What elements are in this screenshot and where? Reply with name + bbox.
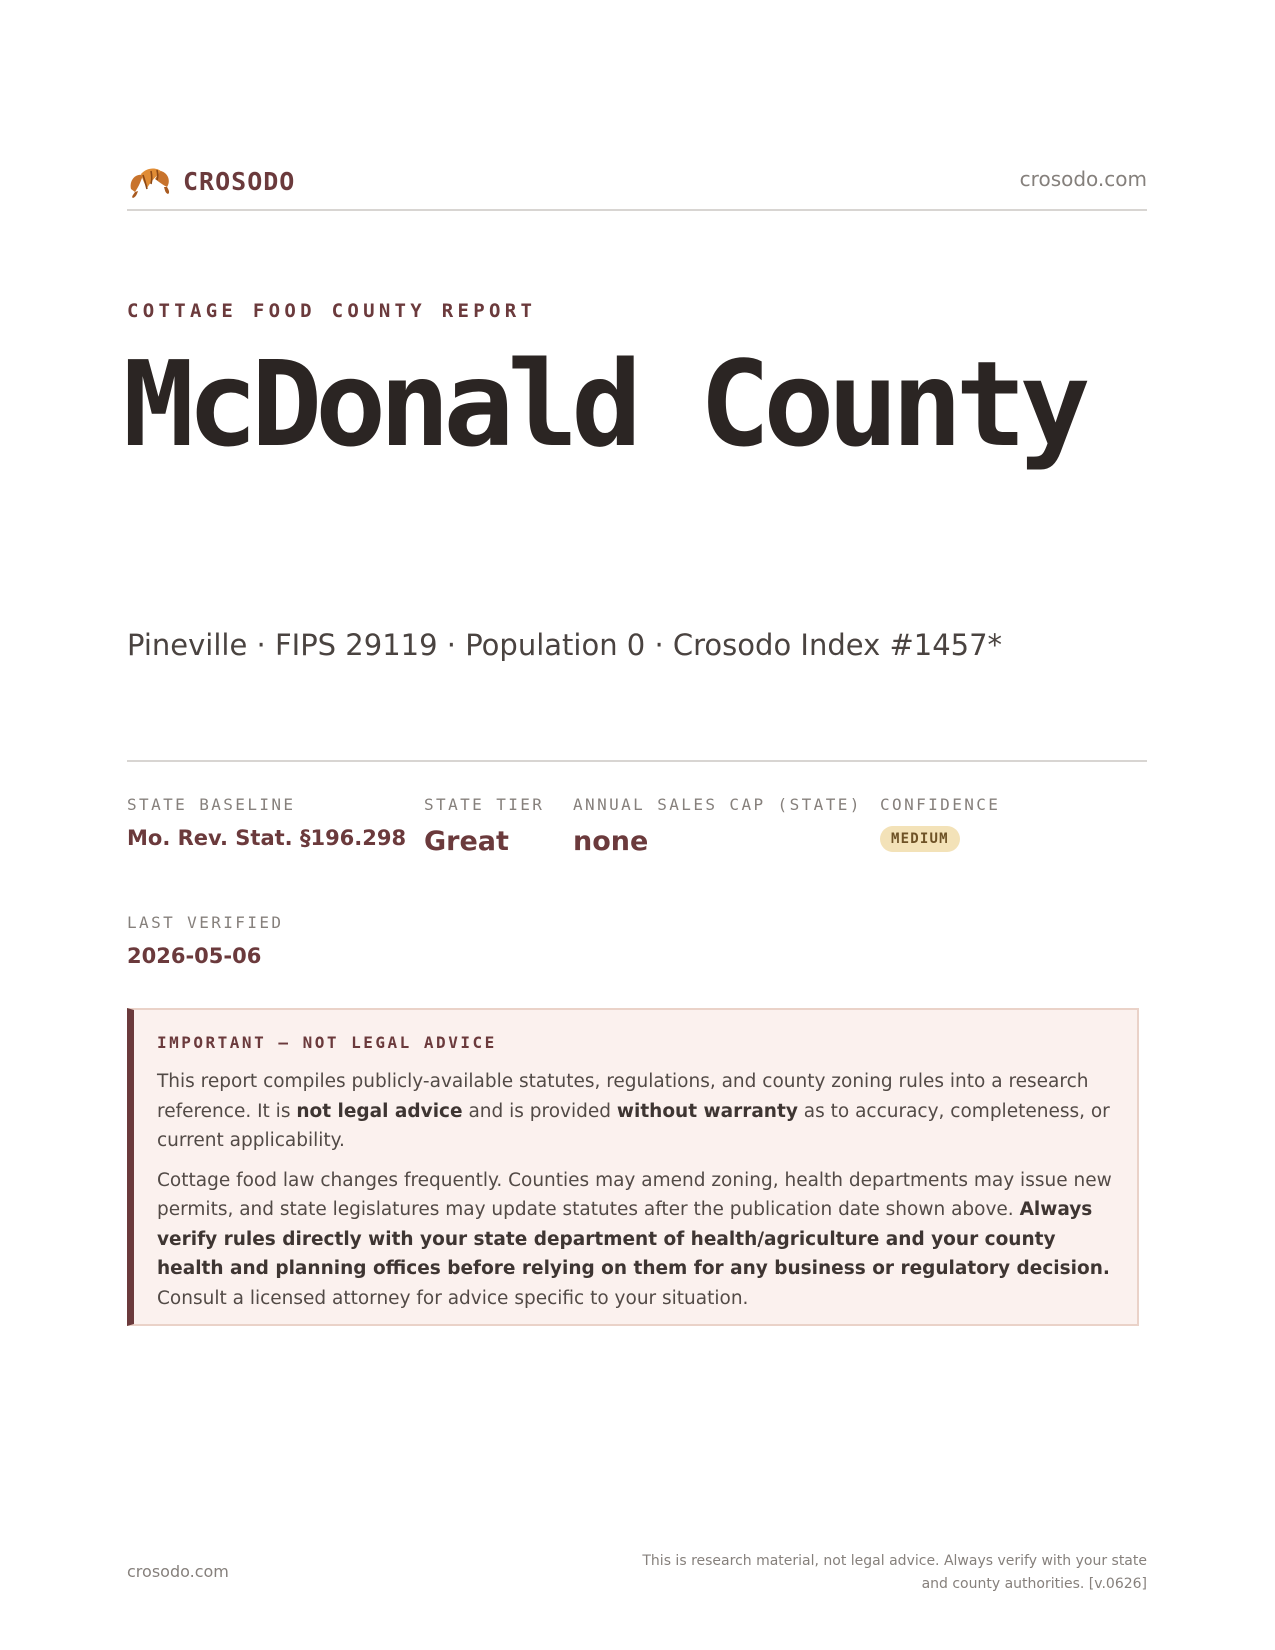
footer-disclaimer — [587, 1550, 1147, 1596]
section-divider — [127, 760, 1147, 762]
stat-value: Great — [424, 826, 509, 857]
report-page — [123, 0, 1147, 1650]
header-divider — [127, 209, 1147, 211]
croissant-icon — [127, 161, 171, 201]
notice-emphasis: without warranty — [616, 1100, 798, 1122]
stat-label: STATE BASELINE — [127, 795, 296, 814]
footer-disclaimer-line: and county authorities. [v.0626] — [921, 1576, 1147, 1592]
brand-name: CROSODO — [183, 166, 296, 196]
notice-paragraph — [157, 1067, 1127, 1156]
footer-disclaimer-line: This is research material, not legal advice. Always verify with your state — [642, 1553, 1147, 1569]
stat-value: 2026-05-06 — [127, 944, 262, 968]
stat-label: LAST VERIFIED — [127, 913, 284, 932]
stat-label: CONFIDENCE — [880, 795, 1001, 814]
page-title: McDonald County — [123, 335, 1084, 473]
stat-value: Mo. Rev. Stat. §196.298 — [127, 826, 407, 850]
stat-label: STATE TIER — [424, 795, 545, 814]
notice-body — [157, 1067, 1127, 1313]
page-header — [127, 155, 1147, 207]
confidence-badge: MEDIUM — [880, 826, 960, 852]
stat-value: none — [573, 826, 649, 857]
stat-state-tier — [424, 795, 544, 857]
legal-notice — [127, 1008, 1139, 1326]
stat-label: ANNUAL SALES CAP (STATE) — [573, 795, 862, 814]
notice-title: IMPORTANT — NOT LEGAL ADVICE — [157, 1033, 497, 1052]
notice-text: as to accuracy, completeness, or current applicability. — [157, 1100, 1110, 1151]
brand — [127, 161, 295, 201]
notice-text: This report compiles publicly-available statutes, regulations, and county zoning rules into a research reference. It is — [157, 1071, 1089, 1122]
footer-site-link[interactable]: crosodo.com — [127, 1562, 229, 1581]
notice-text: Consult a licensed attorney for advice specific to your situation. — [157, 1287, 749, 1309]
notice-paragraph — [157, 1166, 1127, 1314]
site-link[interactable]: crosodo.com — [1019, 167, 1147, 191]
notice-text: Cottage food law changes frequently. Counties may amend zoning, health departments may issue new permits, and state legislatures may update statutes after the publication date shown above. — [157, 1169, 1112, 1220]
stat-confidence — [880, 795, 1000, 852]
stat-sales-cap — [573, 795, 862, 857]
notice-emphasis: not legal advice — [296, 1100, 463, 1122]
stat-state-baseline — [127, 795, 406, 850]
notice-text: and is provided — [462, 1100, 617, 1122]
report-subtitle: Pineville · FIPS 29119 · Population 0 · Crosodo Index #1457* — [127, 628, 1003, 662]
notice-emphasis: Always verify rules directly with your state department of health/agriculture and your county health and planning offices before relying on them for any business or regulatory decision. — [157, 1199, 1110, 1279]
report-eyebrow: COTTAGE FOOD COUNTY REPORT — [127, 300, 537, 322]
stat-last-verified — [127, 913, 283, 968]
